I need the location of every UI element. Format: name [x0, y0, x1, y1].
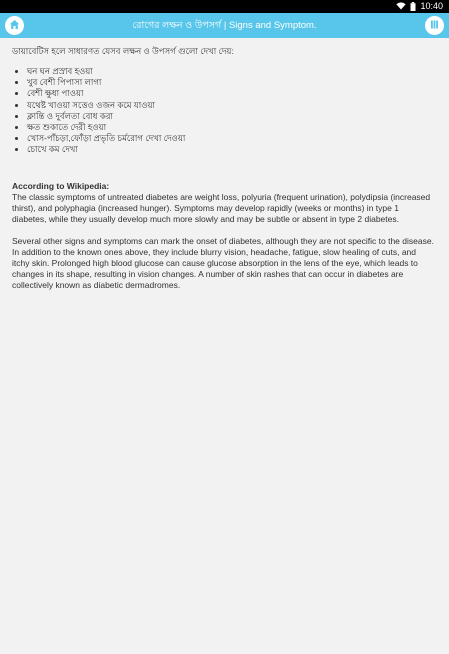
- wifi-icon: [396, 2, 406, 10]
- list-item: • ঘন ঘন প্রস্রাব হওয়া: [27, 66, 434, 77]
- symptom-list: [12, 66, 434, 156]
- status-bar: [0, 0, 449, 13]
- menu-button[interactable]: [425, 16, 444, 35]
- list-item: • ক্লান্তি ও দুর্বলতা বোধ করা: [27, 111, 434, 122]
- list-item: • যথেষ্ট খাওয়া সত্তেও ওজন কমে যাওয়া: [27, 100, 434, 111]
- list-item: • খুব বেশী পিপাসা লাগা: [27, 77, 434, 88]
- home-button[interactable]: [5, 16, 24, 35]
- home-icon: [9, 17, 20, 35]
- status-icons: [396, 1, 443, 11]
- app-bar: [0, 13, 449, 38]
- page-title: রোগের লক্ষন ও উপসর্গ | Signs and Symptom.: [132, 20, 317, 31]
- intro-text: ডায়াবেটিস হলে সাধারণত যেসব লক্ষন ও উপসর্গ গুলো দেখা দেয়:: [12, 46, 234, 56]
- list-item: • বেশী ক্ষুধা পাওয়া: [27, 88, 434, 99]
- menu-icon: [429, 17, 440, 35]
- paragraph-classic-symptoms: The classic symptoms of untreated diabetes are weight loss, polyuria (frequent urination), polydipsia (increased thirst), and polyphagia (increased hunger). Symptoms may develop rapidly (weeks or months) in type 1 diabetes, while they usually develop much more slowly and may be subtle or absent in type 2 diabetes.: [12, 191, 431, 224]
- wikipedia-heading: According to Wikipedia:: [12, 180, 110, 191]
- list-item: • চোখে কম দেখা: [27, 144, 434, 155]
- list-item: • খোস-পাঁচড়া,ফোঁড়া প্রভৃতি চর্মরোগ দেখা দেওয়া: [27, 133, 434, 144]
- battery-icon: [410, 2, 416, 11]
- paragraph-other-signs: Several other signs and symptoms can mark the onset of diabetes, although they are not specific to the disease. In addition to the known ones above, they include blurry vision, headache, fatigue, slow healing of cuts, and itchy skin. Prolonged high blood glucose can cause glucose absorption in the lens of the eye, which leads to changes in its shape, resulting in vision changes. A number of skin rashes that can occur in diabetes are collectively known as diabetic dermadromes.: [12, 235, 434, 290]
- article-content: [12, 46, 434, 291]
- list-item: • ক্ষত শুকাতে দেরী হওয়া: [27, 122, 434, 133]
- clock: 10:40: [420, 1, 443, 11]
